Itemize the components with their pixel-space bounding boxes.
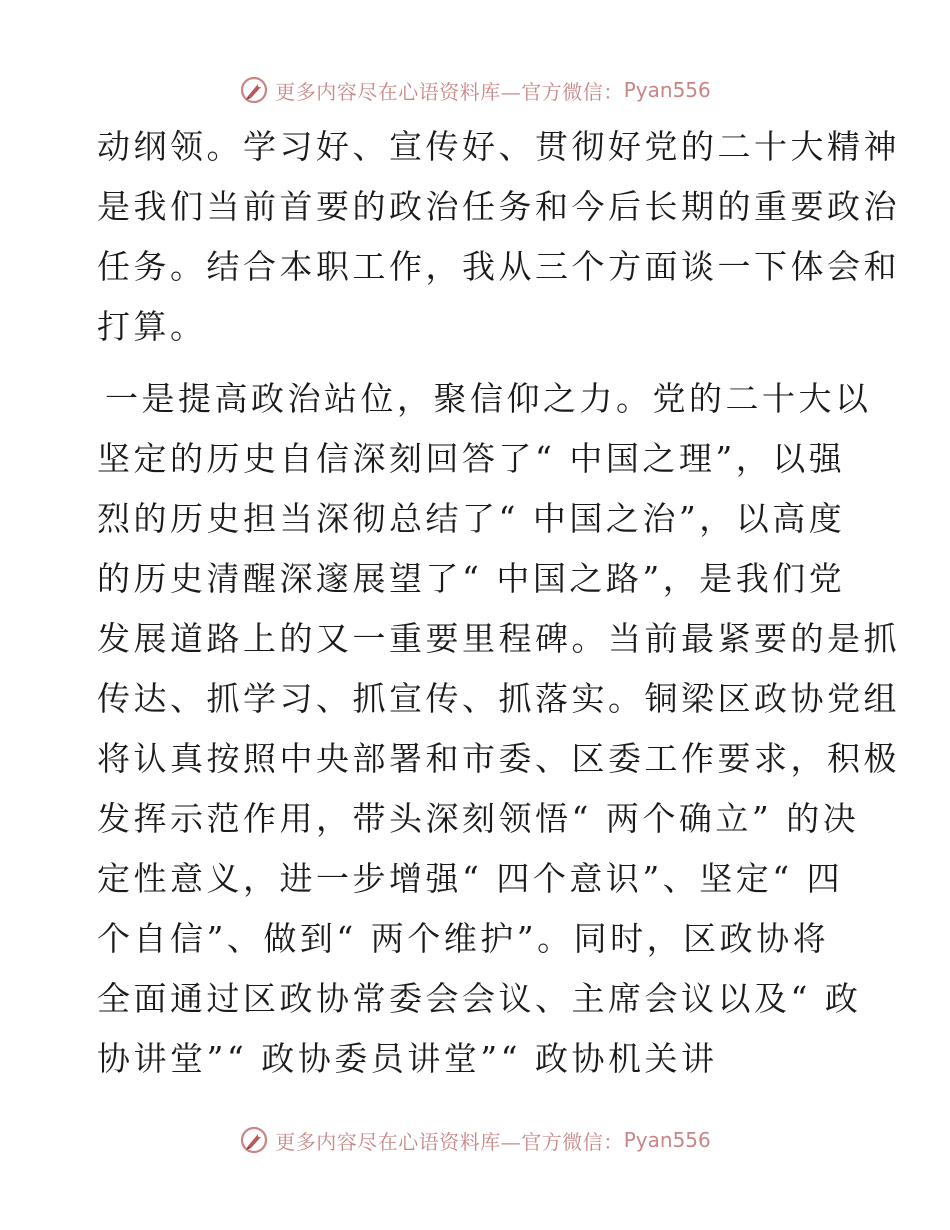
text-line: 发挥示范作用，带头深刻领悟“ 两个确立” 的决 — [97, 799, 860, 838]
text-line: 一是提高政治站位，聚信仰之力。党的二十大以 — [105, 379, 872, 418]
text-line: 是我们当前首要的政治任务和今后长期的重要政治 — [97, 187, 900, 226]
text-line: 发展道路上的又一重要里程碑。当前最紧要的是抓 — [97, 619, 900, 658]
text-line: 任务。结合本职工作，我从三个方面谈一下体会和 — [97, 247, 900, 286]
paragraph-first-point — [97, 369, 900, 1089]
text-line: 打算。 — [97, 307, 207, 346]
paragraph-intro-continued — [97, 117, 900, 357]
footer-watermark — [0, 1120, 950, 1160]
text-line: 定性意义，进一步增强“ 四个意识”、坚定“ 四 — [97, 859, 844, 898]
text-line: 协讲堂”“ 政协委员讲堂”“ 政协机关讲 — [97, 1039, 718, 1078]
text-line: 传达、抓学习、抓宣传、抓落实。铜梁区政协党组 — [97, 679, 900, 718]
text-line: 坚定的历史自信深刻回答了“ 中国之理”，以强 — [97, 439, 846, 478]
text-line: 将认真按照中央部署和市委、区委工作要求，积极 — [97, 739, 900, 778]
text-line: 个自信”、做到“ 两个维护”。同时，区政协将 — [97, 919, 830, 958]
watermark-wechat-id: Pyan556 — [623, 78, 711, 102]
watermark-text: 更多内容尽在心语资料库—官方微信： — [275, 1129, 624, 1154]
text-line: 动纲领。学习好、宣传好、贯彻好党的二十大精神 — [97, 127, 900, 166]
pen-nib-logo-icon — [239, 75, 269, 105]
watermark-text: 更多内容尽在心语资料库—官方微信： — [275, 79, 624, 104]
pen-nib-logo-icon — [239, 1125, 269, 1155]
text-line: 全面通过区政协常委会会议、主席会议以及“ 政 — [97, 979, 862, 1018]
document-body — [97, 117, 900, 1089]
text-line: 烈的历史担当深彻总结了“ 中国之治”，以高度 — [97, 499, 846, 538]
header-watermark — [0, 70, 950, 110]
watermark-wechat-id: Pyan556 — [623, 1128, 711, 1152]
text-line: 的历史清醒深邃展望了“ 中国之路”，是我们党 — [97, 559, 846, 598]
